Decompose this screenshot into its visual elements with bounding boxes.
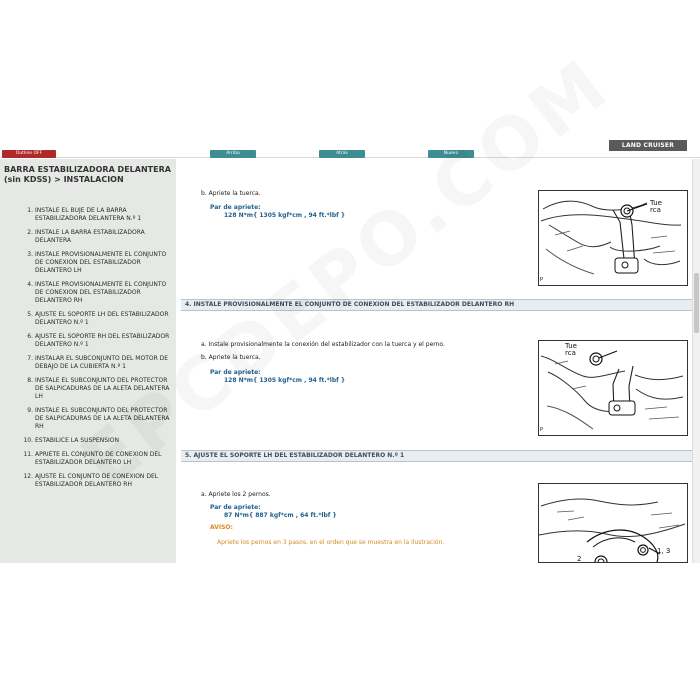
outline-item[interactable] — [0, 355, 176, 371]
step-a-apriete-pernos: a. Apriete los 2 pernos. — [201, 491, 271, 498]
outline-item[interactable] — [0, 281, 176, 305]
stabilizer-diagram-icon — [539, 341, 687, 435]
outline-item[interactable] — [0, 251, 176, 275]
outline-off-button[interactable]: Outline OFF — [2, 150, 56, 158]
outline-item-number: 12. — [23, 473, 33, 480]
torque-value: 87 N*m{ 887 kgf*cm , 64 ft.*lbf } — [224, 512, 337, 519]
step-a-instale-conexion: a. Instale provisionalmente la conexión del estabilizador con la tuerca y el perno. — [201, 341, 445, 348]
main-content — [176, 159, 692, 563]
step-b-apriete-tuerca-2: b. Apriete la tuerca. — [201, 354, 261, 361]
outline-item-number: 9. — [27, 407, 33, 414]
outline-item-number: 1. — [27, 207, 33, 214]
outline-item-number: 3. — [27, 251, 33, 258]
outline-item-text: ESTABILICE LA SUSPENSION — [35, 437, 119, 444]
outline-item-number: 11. — [23, 451, 33, 458]
outline-item-text: AJUSTE EL SOPORTE LH DEL ESTABILIZADOR DELANTERO N.º 1 — [35, 311, 169, 326]
atras-button[interactable]: Atrás — [319, 150, 365, 158]
outline-item[interactable] — [0, 207, 176, 223]
outline-item-text: INSTALE EL SUBCONJUNTO DEL PROTECTOR DE SALPICADURAS DE LA ALETA DELANTERA LH — [35, 377, 170, 400]
diagram-p-label: P — [540, 427, 544, 433]
manual-viewer — [0, 138, 700, 563]
outline-item-text: INSTALE PROVISIONALMENTE EL CONJUNTO DE CONEXION DEL ESTABILIZADOR DELANTERO LH — [35, 251, 167, 274]
aviso-text: Apriete los pernos en 3 pasos, en el orden que se muestra en la ilustración. — [217, 539, 445, 546]
outline-item-text: AJUSTE EL CONJUNTO DE CONEXION DEL ESTABILIZADOR DELANTERO RH — [35, 473, 159, 488]
torque-value: 128 N*m{ 1305 kgf*cm , 94 ft.*lbf } — [224, 377, 346, 384]
diagram-bracket-bolts — [538, 483, 688, 563]
stabilizer-diagram-icon — [539, 191, 687, 285]
outline-item[interactable] — [0, 473, 176, 489]
outline-item-number: 6. — [27, 333, 33, 340]
outline-item-number: 2. — [27, 229, 33, 236]
torque-label: Par de apriete: — [210, 504, 261, 511]
torque-label: Par de apriete: — [210, 204, 261, 211]
outline-item-text: AJUSTE EL SOPORTE RH DEL ESTABILIZADOR DELANTERO N.º 1 — [35, 333, 170, 348]
outline-item[interactable] — [0, 333, 176, 349]
callout-tuerca: Tue rca — [650, 199, 662, 214]
diagram-p-label: P — [540, 277, 544, 283]
callout-2: 2 — [577, 555, 582, 563]
outline-item-number: 8. — [27, 377, 33, 384]
land-cruiser-logo: LAND CRUISER — [609, 140, 687, 151]
outline-item[interactable] — [0, 311, 176, 327]
outline-item-text: INSTALE EL SUBCONJUNTO DEL PROTECTOR DE SALPICADURAS DE LA ALETA DELANTERA RH — [35, 407, 170, 430]
outline-item[interactable] — [0, 229, 176, 245]
outline-item-text: INSTALE LA BARRA ESTABILIZADORA DELANTERA — [35, 229, 145, 244]
outline-item-text: INSTALAR EL SUBCONJUNTO DEL MOTOR DE DEBAJO DE LA CUBIERTA N.º 1 — [35, 355, 169, 370]
sidebar-title: BARRA ESTABILIZADORA DELANTERA (sin KDSS) > INSTALACION — [4, 165, 171, 184]
step-b-apriete-tuerca: b. Apriete la tuerca. — [201, 190, 261, 197]
aviso-label: AVISO: — [210, 524, 233, 531]
outline-item-text: APRIETE EL CONJUNTO DE CONEXION DEL ESTABILIZADOR DELANTERO LH — [35, 451, 162, 466]
outline-item-number: 10. — [23, 437, 33, 444]
arriba-button[interactable]: Arriba — [210, 150, 256, 158]
section-4-header: 4. INSTALE PROVISIONALMENTE EL CONJUNTO DE CONEXION DEL ESTABILIZADOR DELANTERO RH — [181, 299, 692, 311]
outline-item[interactable] — [0, 451, 176, 467]
outline-item-text: INSTALE EL BUJE DE LA BARRA ESTABILIZADORA DELANTERA N.º 1 — [35, 207, 142, 222]
outline-item[interactable] — [0, 407, 176, 431]
sidebar — [0, 159, 176, 563]
callout-1-3: 1, 3 — [657, 547, 671, 555]
diagram-stabilizer-nut-1 — [538, 190, 688, 286]
diagram-stabilizer-nut-2 — [538, 340, 688, 436]
outline-item-number: 7. — [27, 355, 33, 362]
outline-item[interactable] — [0, 437, 176, 445]
nuevo-button[interactable]: Nuevo — [428, 150, 474, 158]
outline-item-number: 5. — [27, 311, 33, 318]
outline-item-number: 4. — [27, 281, 33, 288]
scrollbar[interactable] — [692, 159, 700, 563]
procedure-outline — [0, 207, 176, 495]
top-toolbar — [0, 138, 700, 158]
outline-item[interactable] — [0, 377, 176, 401]
section-5-header: 5. AJUSTE EL SOPORTE LH DEL ESTABILIZADOR DELANTERO N.º 1 — [181, 450, 692, 462]
outline-item-text: INSTALE PROVISIONALMENTE EL CONJUNTO DE CONEXION DEL ESTABILIZADOR DELANTERO RH — [35, 281, 167, 304]
callout-tuerca: Tue rca — [565, 342, 577, 357]
torque-label: Par de apriete: — [210, 369, 261, 376]
torque-value: 128 N*m{ 1305 kgf*cm , 94 ft.*lbf } — [224, 212, 346, 219]
scrollbar-thumb[interactable] — [694, 273, 699, 333]
